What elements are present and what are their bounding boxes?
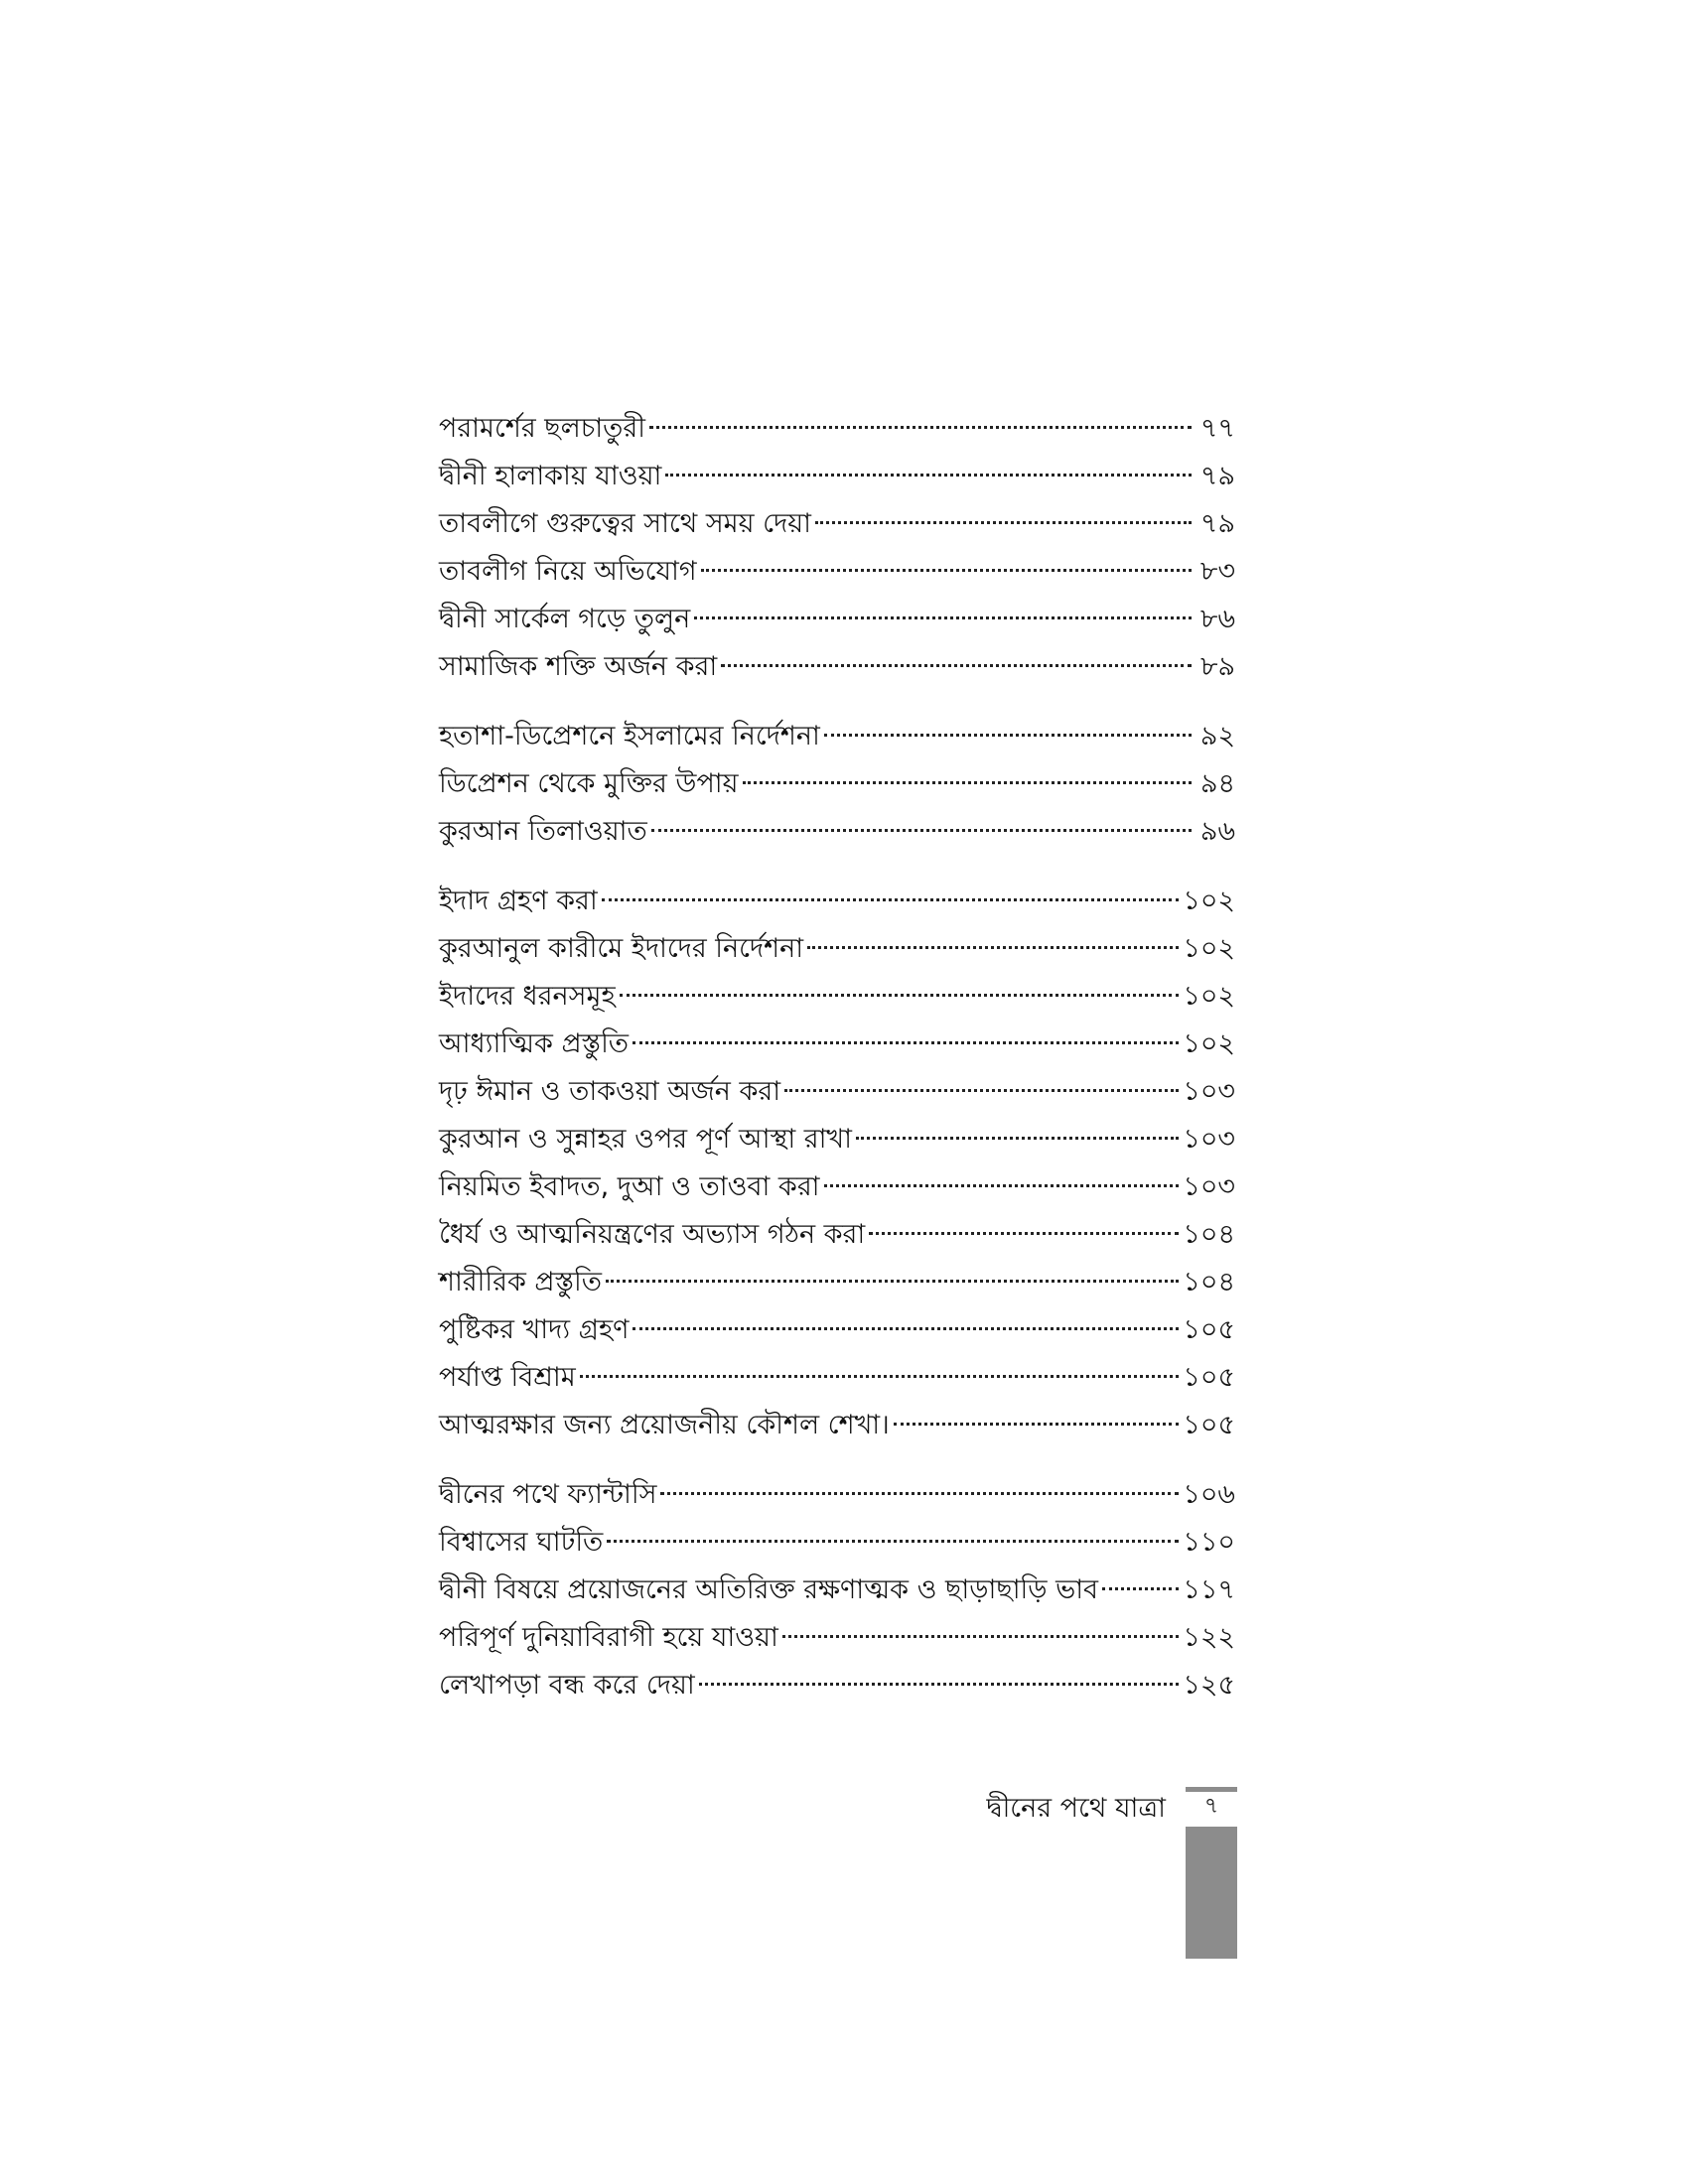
toc-entry-title: ডিপ্রেশন থেকে মুক্তির উপায় (439, 768, 739, 799)
toc-leader-dots (602, 898, 1180, 901)
toc-entry-title: আধ্যাত্মিক প্রস্তুতি (439, 1028, 630, 1059)
toc-leader-dots (651, 829, 1192, 832)
toc-entry (439, 925, 1235, 973)
toc-entry-title: আত্মরক্ষার জন্য প্রয়োজনীয় কৌশল শেখা। (439, 1410, 890, 1440)
toc-entry-page: ১২৫ (1183, 1670, 1235, 1701)
toc-leader-dots (665, 474, 1192, 477)
toc-entry-title: কুরআনুল কারীমে ইদাদের নির্দেশনা (439, 933, 804, 964)
toc-entry (439, 1259, 1235, 1306)
toc-group (439, 878, 1235, 1449)
toc-entry-page: ১০২ (1183, 1028, 1235, 1059)
toc-entry-page: ৯২ (1199, 721, 1235, 751)
toc-entry (439, 808, 1235, 856)
toc-leader-dots (824, 734, 1192, 737)
page-number: ৭ (1186, 1787, 1237, 1822)
toc-entry (439, 500, 1235, 548)
toc-leader-dots (633, 1327, 1179, 1330)
toc-entry-page: ১০৩ (1183, 1124, 1235, 1155)
toc-leader-dots (606, 1280, 1179, 1283)
toc-entry-title: তাবলীগে গুরুত্বের সাথে সময় দেয়া (439, 508, 812, 539)
toc-leader-dots (721, 664, 1192, 667)
toc-entry (439, 1519, 1235, 1567)
toc-leader-dots (694, 616, 1192, 619)
toc-entry (439, 596, 1235, 643)
toc-entry (439, 973, 1235, 1021)
toc-leader-dots (894, 1423, 1180, 1426)
toc-entry-title: নিয়মিত ইবাদত, দুআ ও তাওবা করা (439, 1171, 820, 1202)
toc-entry (439, 1567, 1235, 1614)
running-footer-title: দ্বীনের পথে যাত্রা (986, 1793, 1166, 1824)
toc-leader-dots (701, 569, 1192, 572)
toc-entry (439, 878, 1235, 925)
toc-entry-page: ১০৪ (1183, 1267, 1235, 1297)
toc-leader-dots (784, 1089, 1179, 1092)
toc-entry-page: ১২২ (1183, 1622, 1235, 1653)
toc-entry-title: কুরআন তিলাওয়াত (439, 816, 647, 847)
toc-leader-dots (815, 521, 1192, 524)
toc-entry (439, 1211, 1235, 1259)
toc-entry (439, 713, 1235, 760)
toc-entry (439, 1116, 1235, 1163)
toc-entry-page: ১০৫ (1183, 1410, 1235, 1440)
toc-entry-page: ৮৯ (1199, 651, 1235, 682)
toc-entry (439, 1471, 1235, 1519)
toc-entry (439, 1662, 1235, 1709)
toc-entry (439, 1021, 1235, 1068)
toc-leader-dots (824, 1184, 1180, 1187)
toc-entry-title: ধৈর্য ও আত্মনিয়ন্ত্রণের অভ্যাস গঠন করা (439, 1219, 866, 1250)
toc-entry-title: ইদাদের ধরনসমূহ (439, 981, 616, 1012)
toc-entry-page: ১০২ (1183, 886, 1235, 916)
toc-leader-dots (607, 1540, 1179, 1543)
toc-entry (439, 1068, 1235, 1116)
toc-leader-dots (633, 1041, 1179, 1044)
toc-entry (439, 1306, 1235, 1354)
toc-entry-page: ৮৩ (1199, 556, 1235, 587)
toc-entry-page: ১০২ (1183, 981, 1235, 1012)
toc-entry-title: কুরআন ও সুন্নাহর ওপর পূর্ণ আস্থা রাখা (439, 1124, 852, 1155)
toc-entry-page: ৭৯ (1199, 508, 1235, 539)
toc-leader-dots (649, 426, 1192, 429)
toc-entry-title: দৃঢ় ঈমান ও তাকওয়া অর্জন করা (439, 1076, 781, 1107)
table-of-contents (439, 405, 1235, 1731)
toc-entry-title: শারীরিক প্রস্তুতি (439, 1267, 602, 1297)
toc-leader-dots (660, 1492, 1179, 1495)
toc-entry (439, 1614, 1235, 1662)
toc-entry-title: পর্যাপ্ত বিশ্রাম (439, 1362, 576, 1393)
toc-entry-page: ১০৪ (1183, 1219, 1235, 1250)
toc-entry-title: পরিপূর্ণ দুনিয়াবিরাগী হয়ে যাওয়া (439, 1622, 778, 1653)
toc-entry-page: ১০৩ (1183, 1171, 1235, 1202)
toc-entry-title: বিশ্বাসের ঘাটতি (439, 1527, 604, 1558)
toc-entry-page: ৭৭ (1199, 413, 1235, 444)
toc-entry (439, 1354, 1235, 1402)
toc-entry (439, 643, 1235, 691)
toc-entry-page: ১০৫ (1183, 1314, 1235, 1345)
toc-entry-title: পুষ্টিকর খাদ্য গ্রহণ (439, 1314, 630, 1345)
toc-entry-title: ইদাদ গ্রহণ করা (439, 886, 598, 916)
toc-group (439, 713, 1235, 856)
toc-leader-dots (620, 994, 1180, 997)
toc-entry (439, 405, 1235, 453)
toc-entry-page: ১০৫ (1183, 1362, 1235, 1393)
toc-entry-page: ৯৬ (1199, 816, 1235, 847)
toc-entry-title: সামাজিক শক্তি অর্জন করা (439, 651, 718, 682)
toc-leader-dots (580, 1375, 1180, 1378)
toc-leader-dots (743, 781, 1192, 784)
toc-leader-dots (782, 1635, 1180, 1638)
toc-entry-page: ৮৬ (1199, 604, 1235, 634)
toc-entry-page: ১১৭ (1183, 1574, 1235, 1605)
toc-entry-title: দ্বীনী সার্কেল গড়ে তুলুন (439, 604, 691, 634)
toc-entry (439, 453, 1235, 500)
toc-entry-title: দ্বীনী বিষয়ে প্রয়োজনের অতিরিক্ত রক্ষণাত্মক ও ছাড়াছাড়ি ভাব (439, 1574, 1099, 1605)
toc-group (439, 1471, 1235, 1709)
toc-entry-page: ১০৬ (1183, 1479, 1235, 1510)
toc-entry-title: দ্বীনের পথে ফ্যান্টাসি (439, 1479, 657, 1510)
toc-leader-dots (1102, 1587, 1179, 1590)
toc-entry-title: দ্বীনী হালাকায় যাওয়া (439, 461, 662, 491)
toc-entry-title: তাবলীগ নিয়ে অভিযোগ (439, 556, 697, 587)
toc-leader-dots (699, 1683, 1180, 1686)
toc-leader-dots (869, 1232, 1179, 1235)
toc-entry-page: ৭৯ (1199, 461, 1235, 491)
page-tab-bar (1186, 1827, 1237, 1959)
toc-entry-page: ১১০ (1183, 1527, 1235, 1558)
toc-group (439, 405, 1235, 691)
toc-entry-page: ৯৪ (1199, 768, 1235, 799)
toc-entry (439, 760, 1235, 808)
toc-entry-page: ১০২ (1183, 933, 1235, 964)
toc-entry-title: পরামর্শের ছলচাতুরী (439, 413, 645, 444)
toc-entry (439, 1163, 1235, 1211)
toc-entry (439, 1402, 1235, 1449)
toc-entry-title: লেখাপড়া বন্ধ করে দেয়া (439, 1670, 695, 1701)
toc-entry-page: ১০৩ (1183, 1076, 1235, 1107)
toc-entry (439, 548, 1235, 596)
toc-leader-dots (807, 946, 1179, 949)
toc-leader-dots (856, 1137, 1179, 1140)
toc-entry-title: হতাশা-ডিপ্রেশনে ইসলামের নির্দেশনা (439, 721, 820, 751)
